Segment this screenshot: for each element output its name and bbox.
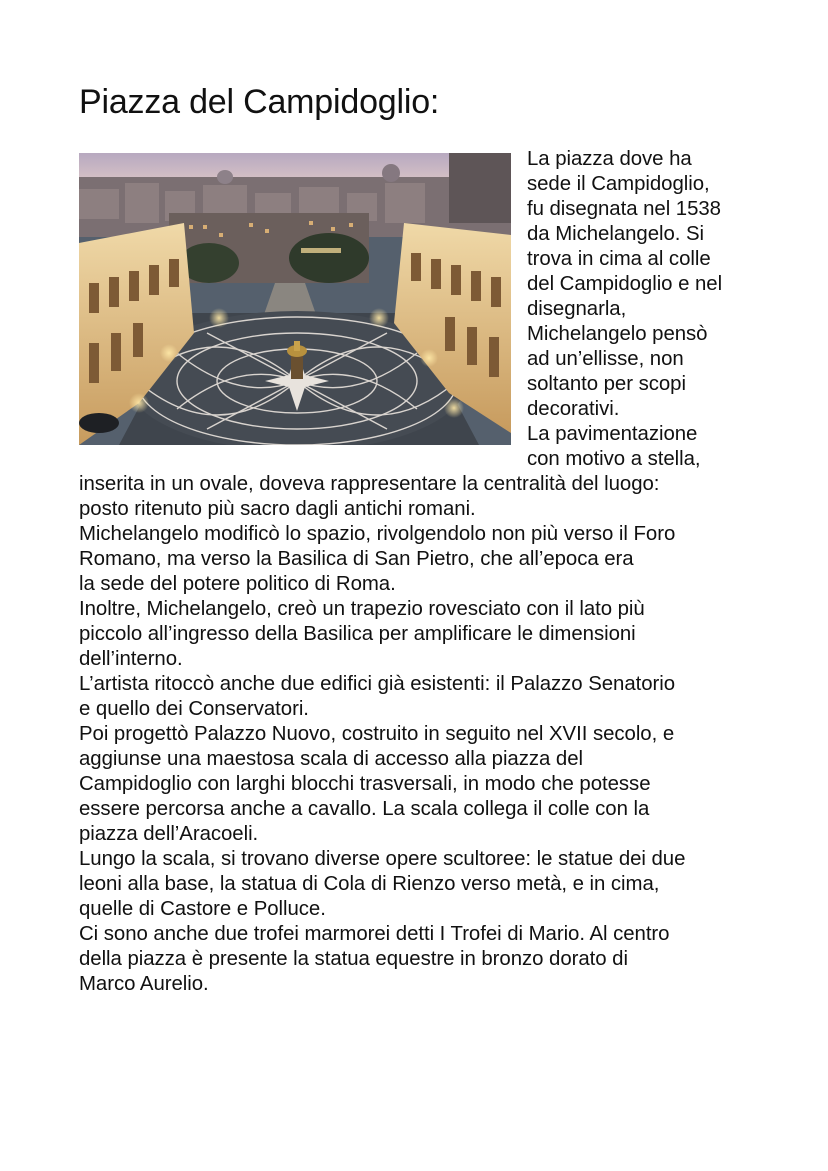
text-line: trova in cima al colle	[527, 248, 711, 270]
text-line: quelle di Castore e Polluce.	[79, 898, 326, 920]
text-line: piazza dell’Aracoeli.	[79, 823, 259, 845]
text-line: decorativi.	[527, 398, 620, 420]
text-line: dell’interno.	[79, 648, 183, 670]
text-line: Campidoglio con larghi blocchi trasversali, in modo che potesse	[79, 773, 651, 795]
text-line: essere percorsa anche a cavallo. La scala collega il colle con la	[79, 798, 650, 820]
text-line: piccolo all’ingresso della Basilica per amplificare le dimensioni	[79, 623, 636, 645]
text-line: disegnarla,	[527, 298, 627, 320]
text-line: Michelangelo modificò lo spazio, rivolgendolo non più verso il Foro	[79, 523, 676, 545]
text-line: posto ritenuto più sacro dagli antichi romani.	[79, 498, 476, 520]
text-line: fu disegnata nel 1538	[527, 198, 721, 220]
text-line: La pavimentazione	[527, 423, 698, 445]
text-line: Lungo la scala, si trovano diverse opere scultoree: le statue dei due	[79, 848, 686, 870]
text-line: ad un’ellisse, non	[527, 348, 684, 370]
text-line: La piazza dove ha	[527, 148, 692, 170]
text-line: e quello dei Conservatori.	[79, 698, 309, 720]
text-line: Inoltre, Michelangelo, creò un trapezio rovesciato con il lato più	[79, 598, 645, 620]
text-line: Poi progettò Palazzo Nuovo, costruito in seguito nel XVII secolo, e	[79, 723, 675, 745]
text-line: soltanto per scopi	[527, 373, 686, 395]
text-line: Michelangelo pensò	[527, 323, 708, 345]
text-line: la sede del potere politico di Roma.	[79, 573, 396, 595]
text-line: leoni alla base, la statua di Cola di Rienzo verso metà, e in cima,	[79, 873, 660, 895]
text-line: Romano, ma verso la Basilica di San Pietro, che all’epoca era	[79, 548, 634, 570]
piazza-photo	[79, 153, 511, 445]
page-title: Piazza del Campidoglio:	[79, 83, 440, 121]
text-line: inserita in un ovale, doveva rappresentare la centralità del luogo:	[79, 473, 660, 495]
text-line: della piazza è presente la statua equestre in bronzo dorato di	[79, 948, 628, 970]
text-line: L’artista ritoccò anche due edifici già esistenti: il Palazzo Senatorio	[79, 673, 676, 695]
text-line: con motivo a stella,	[527, 448, 701, 470]
text-line: Marco Aurelio.	[79, 973, 209, 995]
text-line: Ci sono anche due trofei marmorei detti I Trofei di Mario. Al centro	[79, 923, 670, 945]
text-line: aggiunse una maestosa scala di accesso alla piazza del	[79, 748, 583, 770]
text-line: sede il Campidoglio,	[527, 173, 710, 195]
text-line: del Campidoglio e nel	[527, 273, 723, 295]
text-line: da Michelangelo. Si	[527, 223, 705, 245]
